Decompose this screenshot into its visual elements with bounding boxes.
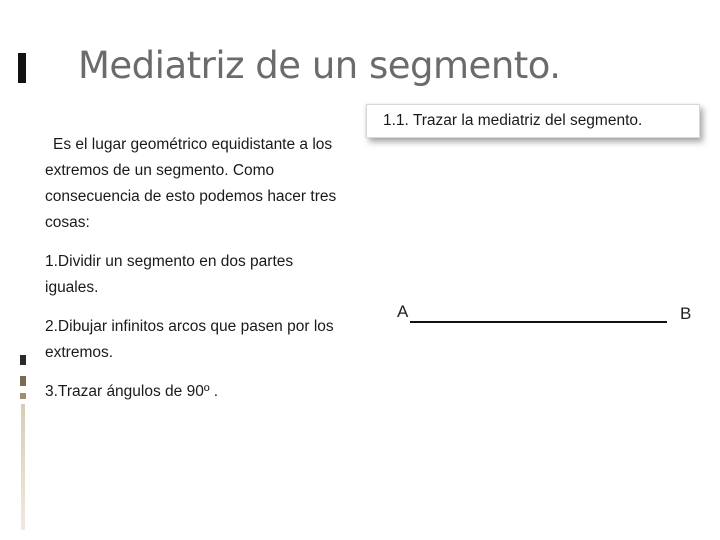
task-box-text: 1.1. Trazar la mediatriz del segmento. [383,112,643,129]
intro-paragraph: Es el lugar geométrico equidistante a los extremos de un segmento. Como consecuencia de esto podemos hacer tres cosas: [45,136,337,231]
decorative-bar-2 [20,376,26,386]
list-item-2: 2.Dibujar infinitos arcos que pasen por los extremos. [45,318,334,361]
point-b-label: B [680,304,692,323]
task-box [366,104,700,138]
decorative-bar-4 [21,404,25,530]
slide-title: Mediatriz de un segmento. [78,44,561,87]
list-item-3: 3.Trazar ángulos de 90º . [45,383,219,400]
decorative-bar-1 [20,355,26,365]
point-a-label: A [397,302,409,321]
decorative-bar-3 [20,393,26,399]
list-item-1: 1.Dividir un segmento en dos partes iguales. [45,253,294,296]
title-accent-bar [18,53,26,83]
left-text-block [45,132,345,418]
segment-line [410,321,667,323]
